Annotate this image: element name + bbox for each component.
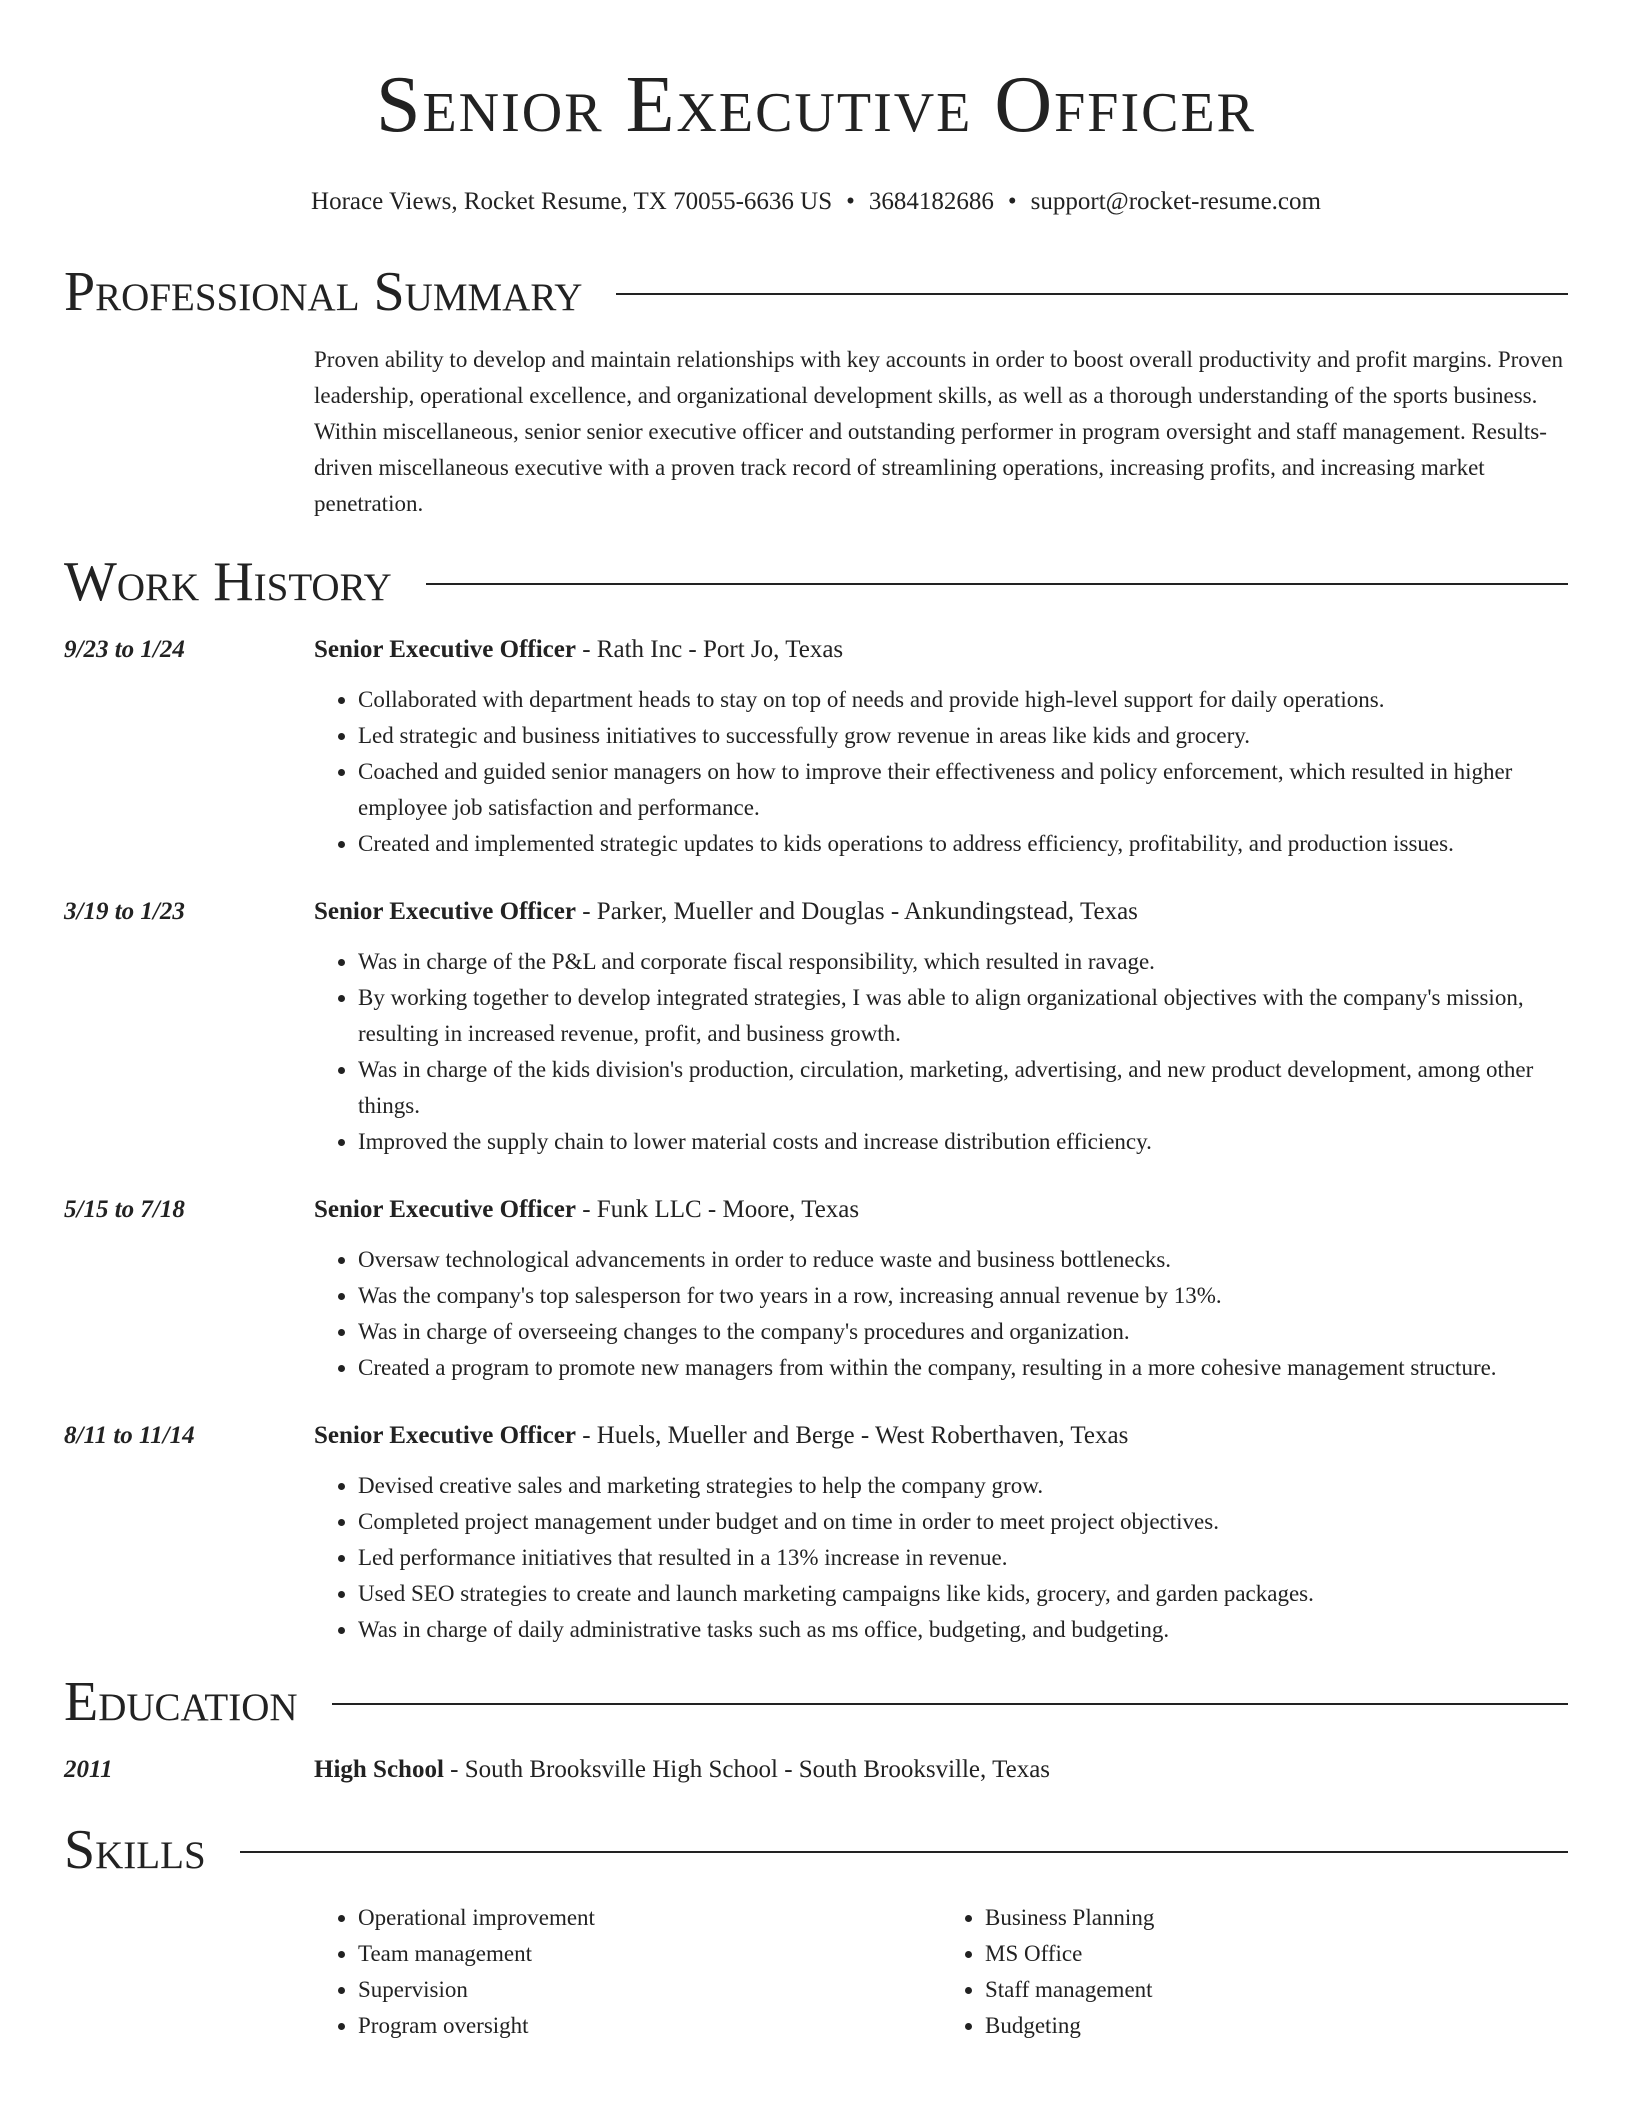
job-entry xyxy=(64,1418,1568,1648)
job-bullet: • Devised creative sales and marketing strategies to help the company grow. xyxy=(358,1468,1568,1504)
skills-grid xyxy=(314,1900,1568,2044)
section-divider xyxy=(426,583,1568,585)
job-bullet: • By working together to develop integrated strategies, I was able to align organizational objectives with the company's mission, resulting in increased revenue, profit, and business growth. xyxy=(358,980,1568,1052)
job-bullet: • Created a program to promote new managers from within the company, resulting in a more cohesive management structure. xyxy=(358,1350,1568,1386)
job-entry xyxy=(64,1192,1568,1386)
job-bullet: • Collaborated with department heads to stay on top of needs and provide high-level support for daily operations. xyxy=(358,682,1568,718)
candidate-name: Senior Executive Officer xyxy=(375,61,1256,149)
education-section-title: Education xyxy=(64,1671,298,1733)
job-bullet: • Oversaw technological advancements in order to reduce waste and business bottlenecks. xyxy=(358,1242,1568,1278)
summary-text: Proven ability to develop and maintain relationships with key accounts in order to boost overall productivity and profit margins. Proven leadership, operational excellence, and organizational development skills, as well as a thorough understanding of the sports business. Within miscellaneous, senior senior executive officer and outstanding performer in program oversight and staff management. Results-driven miscellaneous executive with a proven track record of streamlining operations, increasing profits, and increasing market penetration. xyxy=(314,347,1563,516)
job-bullet: • Led strategic and business initiatives to successfully grow revenue in areas like kids and grocery. xyxy=(358,718,1568,754)
job-bullet: • Was in charge of the P&L and corporate fiscal responsibility, which resulted in ravage. xyxy=(358,944,1568,980)
contact-address: Horace Views, Rocket Resume, TX 70055-6636 US xyxy=(311,188,833,215)
education-year: 2011 xyxy=(64,1756,113,1783)
education-section-header xyxy=(64,1670,1568,1734)
skills-section-title: Skills xyxy=(64,1819,206,1881)
skill-item: • Team management xyxy=(358,1936,941,1972)
summary-section-title: Professional Summary xyxy=(64,261,583,323)
job-heading xyxy=(314,632,1568,668)
job-heading xyxy=(314,1418,1568,1454)
job-heading xyxy=(314,1192,1568,1228)
skill-item: • Program oversight xyxy=(358,2008,941,2044)
job-heading xyxy=(314,894,1568,930)
work-section-title: Work History xyxy=(64,551,392,613)
job-bullets xyxy=(314,944,1568,1160)
job-bullet: • Used SEO strategies to create and launch marketing campaigns like kids, grocery, and garden packages. xyxy=(358,1576,1568,1612)
skill-item: • Business Planning xyxy=(985,1900,1568,1936)
job-dates: 3/19 to 1/23 xyxy=(64,898,185,925)
education-details: - South Brooksville High School - South Brooksville, Texas xyxy=(443,1756,1051,1783)
skill-item: • Staff management xyxy=(985,1972,1568,2008)
contact-separator: • xyxy=(1007,188,1017,215)
section-divider xyxy=(616,293,1568,295)
job-bullets xyxy=(314,1468,1568,1648)
job-bullet: • Was in charge of the kids division's production, circulation, marketing, advertising, and new product development, among other things. xyxy=(358,1052,1568,1124)
job-details: - Huels, Mueller and Berge - West Roberthaven, Texas xyxy=(575,1422,1129,1449)
job-role: Senior Executive Officer xyxy=(314,1422,576,1449)
job-bullet: • Led performance initiatives that resulted in a 13% increase in revenue. xyxy=(358,1540,1568,1576)
skill-item: • Budgeting xyxy=(985,2008,1568,2044)
skill-item: • Supervision xyxy=(358,1972,941,2008)
section-divider xyxy=(332,1703,1568,1705)
job-details: - Parker, Mueller and Douglas - Ankundingstead, Texas xyxy=(575,898,1138,925)
job-role: Senior Executive Officer xyxy=(314,898,576,925)
contact-separator: • xyxy=(846,188,855,215)
job-bullets xyxy=(314,682,1568,862)
skill-item: • MS Office xyxy=(985,1936,1568,1972)
job-role: Senior Executive Officer xyxy=(314,1196,576,1223)
job-details: - Rath Inc - Port Jo, Texas xyxy=(575,636,844,663)
job-details: - Funk LLC - Moore, Texas xyxy=(575,1196,860,1223)
skills-section-header xyxy=(64,1818,1568,1882)
contact-phone: 3684182686 xyxy=(868,188,994,215)
job-bullet: • Was in charge of daily administrative tasks such as ms office, budgeting, and budgeting. xyxy=(358,1612,1568,1648)
education-heading xyxy=(314,1752,1568,1788)
job-bullet: • Was the company's top salesperson for two years in a row, increasing annual revenue by 13%. xyxy=(358,1278,1568,1314)
summary-section-header xyxy=(64,260,1568,324)
contact-email: support@rocket-resume.com xyxy=(1030,188,1321,215)
job-bullet: • Completed project management under budget and on time in order to meet project objectives. xyxy=(358,1504,1568,1540)
job-dates: 5/15 to 7/18 xyxy=(64,1196,185,1223)
skill-item: • Operational improvement xyxy=(358,1900,941,1936)
contact-line xyxy=(64,186,1568,218)
job-role: Senior Executive Officer xyxy=(314,636,576,663)
job-dates: 9/23 to 1/24 xyxy=(64,636,185,663)
job-entry xyxy=(64,632,1568,862)
skills-column-left xyxy=(314,1900,941,2044)
section-divider xyxy=(240,1851,1568,1853)
job-dates: 8/11 to 11/14 xyxy=(64,1422,195,1449)
job-bullet: • Was in charge of overseeing changes to the company's procedures and organization. xyxy=(358,1314,1568,1350)
job-entry xyxy=(64,894,1568,1160)
job-bullets xyxy=(314,1242,1568,1386)
job-bullet: • Created and implemented strategic updates to kids operations to address efficiency, profitability, and production issues. xyxy=(358,826,1568,862)
education-degree: High School xyxy=(314,1756,444,1783)
skills-column-right xyxy=(941,1900,1568,2044)
job-bullet: • Improved the supply chain to lower material costs and increase distribution efficiency. xyxy=(358,1124,1568,1160)
education-entry xyxy=(64,1752,1568,1788)
work-section-header xyxy=(64,550,1568,614)
job-bullet: • Coached and guided senior managers on how to improve their effectiveness and policy enforcement, which resulted in higher employee job satisfaction and performance. xyxy=(358,754,1568,826)
